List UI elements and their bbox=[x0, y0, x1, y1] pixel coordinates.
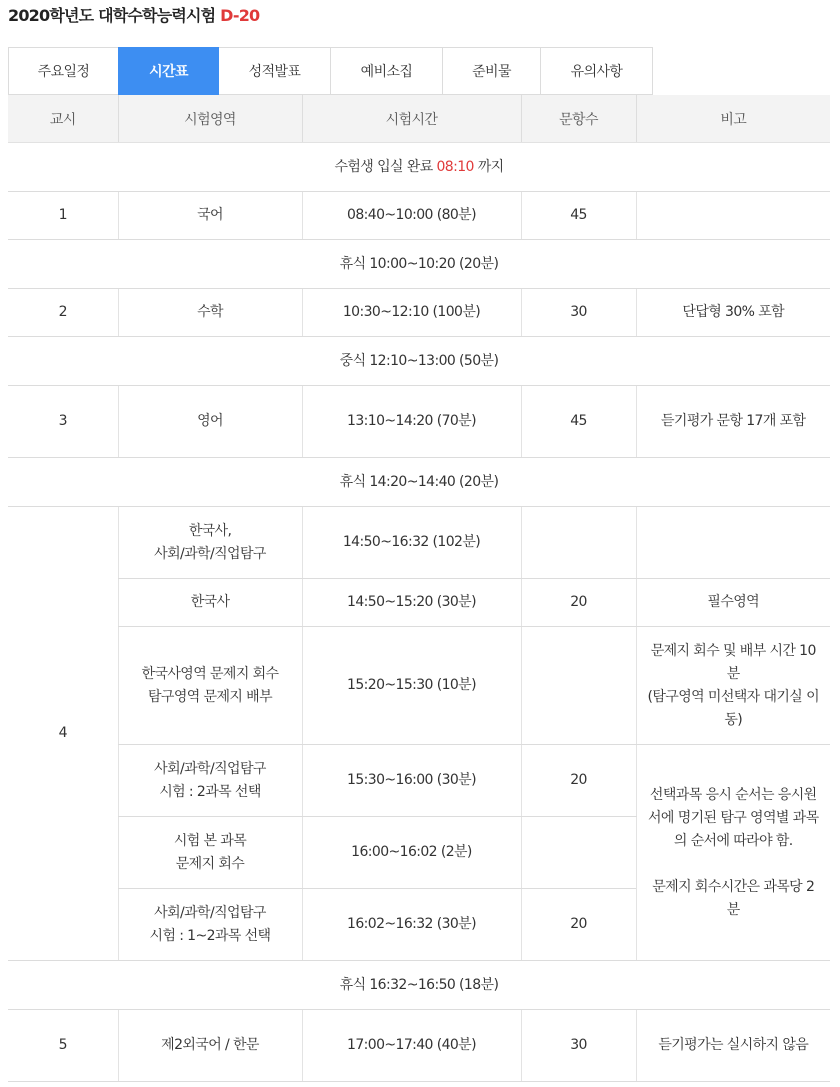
count-cell: 30 bbox=[521, 289, 636, 337]
break-row bbox=[8, 961, 830, 1010]
tab-pre-assembly[interactable]: 예비소집 bbox=[330, 47, 443, 95]
time-cell: 16:02~16:32 (30분) bbox=[302, 889, 521, 961]
tab-timetable[interactable]: 시간표 bbox=[118, 47, 219, 95]
time-cell: 17:00~17:40 (40분) bbox=[302, 1010, 521, 1082]
subject-cell: 국어 bbox=[118, 192, 302, 240]
note-cell: 듣기평가는 실시하지 않음 bbox=[636, 1010, 830, 1082]
count-cell bbox=[521, 627, 636, 745]
period-number: 2 bbox=[8, 289, 118, 337]
table-row bbox=[8, 745, 830, 817]
count-cell: 30 bbox=[521, 1010, 636, 1082]
time-cell: 08:40~10:00 (80분) bbox=[302, 192, 521, 240]
note-cell bbox=[636, 745, 830, 961]
header-count: 문항수 bbox=[521, 95, 636, 143]
time-cell: 16:00~16:02 (2분) bbox=[302, 817, 521, 889]
note-line: 문제지 회수시간은 과목당 2분 bbox=[652, 878, 815, 918]
note-cell bbox=[636, 507, 830, 579]
note-cell: 필수영역 bbox=[636, 579, 830, 627]
header-time: 시험시간 bbox=[302, 95, 521, 143]
tab-main-schedule[interactable]: 주요일정 bbox=[8, 47, 119, 95]
break-cell: 중식 12:10~13:00 (50분) bbox=[8, 337, 830, 386]
exam-title: 2020학년도 대학수학능력시험 bbox=[8, 6, 216, 25]
time-cell: 14:50~15:20 (30분) bbox=[302, 579, 521, 627]
tab-precautions[interactable]: 유의사항 bbox=[540, 47, 653, 95]
entry-cell bbox=[8, 143, 830, 192]
subject-cell bbox=[118, 889, 302, 961]
subject-line: 한국사, bbox=[188, 522, 232, 539]
subject-cell: 한국사 bbox=[118, 579, 302, 627]
header-subject: 시험영역 bbox=[118, 95, 302, 143]
break-row bbox=[8, 240, 830, 289]
page-title bbox=[8, 3, 259, 26]
time-cell: 14:50~16:32 (102분) bbox=[302, 507, 521, 579]
count-cell: 20 bbox=[521, 579, 636, 627]
break-cell: 휴식 10:00~10:20 (20분) bbox=[8, 240, 830, 289]
entry-suffix: 까지 bbox=[473, 158, 504, 175]
period-number: 5 bbox=[8, 1010, 118, 1082]
count-cell: 45 bbox=[521, 386, 636, 458]
table-row bbox=[8, 289, 830, 337]
time-cell: 13:10~14:20 (70분) bbox=[302, 386, 521, 458]
table-row bbox=[8, 507, 830, 579]
subject-line: 시험 : 1~2과목 선택 bbox=[149, 927, 271, 944]
period-number: 4 bbox=[8, 507, 118, 961]
subject-line: 탐구영역 문제지 배부 bbox=[147, 688, 273, 705]
note-line: 문제지 회수 및 배부 시간 10분 bbox=[650, 642, 816, 682]
subject-cell: 제2외국어 / 한문 bbox=[118, 1010, 302, 1082]
break-row bbox=[8, 337, 830, 386]
entry-time: 08:10 bbox=[436, 158, 474, 175]
subject-line: 시험 : 2과목 선택 bbox=[159, 783, 261, 800]
table-row bbox=[8, 627, 830, 745]
dday-badge: D-20 bbox=[220, 6, 260, 25]
timetable bbox=[8, 95, 830, 1082]
subject-line: 문제지 회수 bbox=[175, 855, 245, 872]
subject-cell: 수학 bbox=[118, 289, 302, 337]
subject-line: 한국사영역 문제지 회수 bbox=[141, 665, 279, 682]
count-cell: 45 bbox=[521, 192, 636, 240]
table-row bbox=[8, 1010, 830, 1082]
tab-supplies[interactable]: 준비물 bbox=[442, 47, 541, 95]
entry-row bbox=[8, 143, 830, 192]
period-number: 1 bbox=[8, 192, 118, 240]
table-row bbox=[8, 579, 830, 627]
period-number: 3 bbox=[8, 386, 118, 458]
subject-line: 사회/과학/직업탐구 bbox=[154, 545, 266, 562]
break-row bbox=[8, 458, 830, 507]
note-cell bbox=[636, 192, 830, 240]
time-cell: 15:30~16:00 (30분) bbox=[302, 745, 521, 817]
time-cell: 15:20~15:30 (10분) bbox=[302, 627, 521, 745]
subject-line: 시험 본 과목 bbox=[173, 832, 247, 849]
note-cell bbox=[636, 627, 830, 745]
subject-line: 사회/과학/직업탐구 bbox=[154, 904, 266, 921]
count-cell: 20 bbox=[521, 745, 636, 817]
note-line: 선택과목 응시 순서는 응시원서에 명기된 탐구 영역별 과목의 순서에 따라야 함. bbox=[648, 786, 819, 849]
subject-cell bbox=[118, 627, 302, 745]
subject-cell bbox=[118, 745, 302, 817]
subject-cell bbox=[118, 817, 302, 889]
header-period: 교시 bbox=[8, 95, 118, 143]
table-header-row bbox=[8, 95, 830, 143]
break-cell: 휴식 14:20~14:40 (20분) bbox=[8, 458, 830, 507]
header-note: 비고 bbox=[636, 95, 830, 143]
table-row bbox=[8, 386, 830, 458]
subject-cell bbox=[118, 507, 302, 579]
break-cell: 휴식 16:32~16:50 (18분) bbox=[8, 961, 830, 1010]
table-row bbox=[8, 192, 830, 240]
subject-cell: 영어 bbox=[118, 386, 302, 458]
time-cell: 10:30~12:10 (100분) bbox=[302, 289, 521, 337]
entry-prefix: 수험생 입실 완료 bbox=[334, 158, 437, 175]
note-cell: 단답형 30% 포함 bbox=[636, 289, 830, 337]
note-line: (탐구영역 미선택자 대기실 이동) bbox=[647, 688, 819, 728]
note-cell: 듣기평가 문항 17개 포함 bbox=[636, 386, 830, 458]
tab-bar bbox=[8, 47, 653, 95]
tab-score-release[interactable]: 성적발표 bbox=[218, 47, 331, 95]
count-cell bbox=[521, 817, 636, 889]
count-cell: 20 bbox=[521, 889, 636, 961]
subject-line: 사회/과학/직업탐구 bbox=[154, 760, 266, 777]
count-cell bbox=[521, 507, 636, 579]
